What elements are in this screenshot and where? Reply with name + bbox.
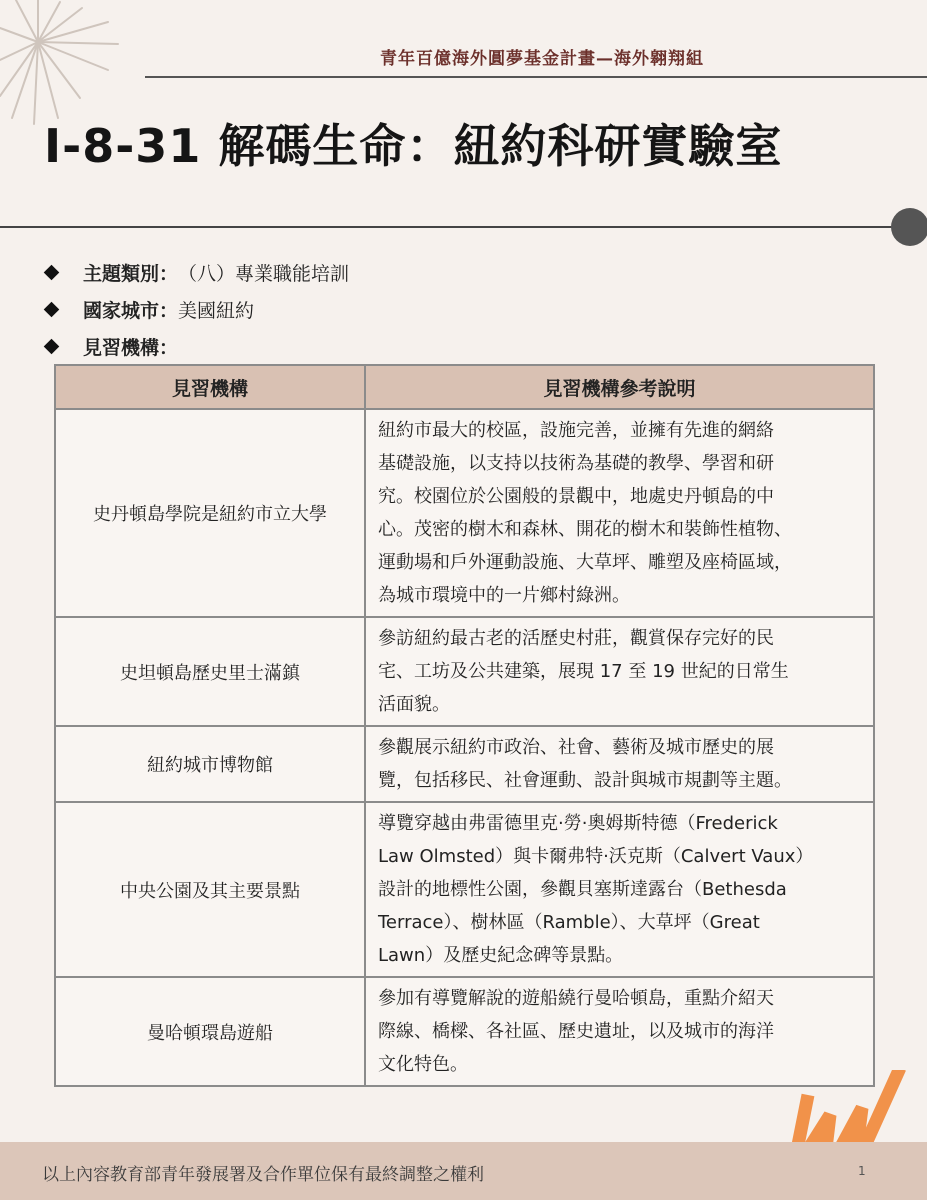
description-line: 參觀展示紐約市政治、社會、藝術及城市歷史的展 bbox=[378, 737, 774, 758]
info-item-city bbox=[44, 291, 349, 328]
info-value: （八）專業職能培訓 bbox=[178, 263, 350, 285]
info-item-topic bbox=[44, 254, 349, 291]
description-line: 參加有導覽解說的遊船繞行曼哈頓島，重點介紹天 bbox=[378, 988, 774, 1009]
description-line: 導覽穿越由弗雷德里克·勞·奧姆斯特德（Frederick bbox=[378, 813, 778, 834]
info-item-institution bbox=[44, 328, 349, 365]
description-line: Terrace）、樹林區（Ramble）、大草坪（Great bbox=[378, 912, 760, 933]
description-line: 文化特色。 bbox=[378, 1054, 468, 1075]
column-header-description: 見習機構參考說明 bbox=[365, 365, 874, 409]
institution-name: 中央公園及其主要景點 bbox=[55, 802, 365, 977]
diamond-bullet-icon bbox=[44, 339, 60, 355]
description-line: 活面貌。 bbox=[378, 694, 450, 715]
institution-name: 曼哈頓環島遊船 bbox=[55, 977, 365, 1086]
diamond-bullet-icon bbox=[44, 302, 60, 318]
description-line: 覽，包括移民、社會運動、設計與城市規劃等主題。 bbox=[378, 770, 792, 791]
info-label: 見習機構： bbox=[83, 337, 179, 359]
institution-description bbox=[365, 726, 874, 802]
table-row bbox=[55, 726, 874, 802]
footer-rights-text: 以上內容教育部青年發展署及合作單位保有最終調整之權利 bbox=[42, 1165, 484, 1185]
table-header-row bbox=[55, 365, 874, 409]
description-line: 紐約市最大的校區，設施完善，並擁有先進的網絡 bbox=[378, 420, 774, 441]
description-line: Lawn）及歷史紀念碑等景點。 bbox=[378, 945, 624, 966]
description-line: 設計的地標性公園，參觀貝塞斯達露台（Bethesda bbox=[378, 879, 787, 900]
footer-band bbox=[0, 1142, 927, 1200]
table-row bbox=[55, 409, 874, 617]
description-line: 參訪紐約最古老的活歷史村莊，觀賞保存完好的民 bbox=[378, 628, 774, 649]
description-line: 基礎設施，以支持以技術為基礎的教學、學習和研 bbox=[378, 453, 774, 474]
gray-dot-decoration bbox=[891, 208, 927, 246]
institution-description bbox=[365, 802, 874, 977]
institution-name: 紐約城市博物館 bbox=[55, 726, 365, 802]
table-row bbox=[55, 617, 874, 726]
description-line: 心。茂密的樹木和森林、開花的樹木和裝飾性植物、 bbox=[378, 519, 792, 540]
institution-table bbox=[54, 364, 875, 1087]
column-header-institution: 見習機構 bbox=[55, 365, 365, 409]
description-line: 究。校園位於公園般的景觀中，地處史丹頓島的中 bbox=[378, 486, 774, 507]
page-number: 1 bbox=[858, 1164, 866, 1178]
page-title: I-8-31 解碼生命：紐約科研實驗室 bbox=[44, 119, 783, 173]
info-list bbox=[44, 254, 349, 365]
table-row bbox=[55, 977, 874, 1086]
description-line: 宅、工坊及公共建築，展現 17 至 19 世紀的日常生 bbox=[378, 661, 789, 682]
description-line: 際線、橋樑、各社區、歷史遺址，以及城市的海洋 bbox=[378, 1021, 774, 1042]
description-line: 運動場和戶外運動設施、大草坪、雕塑及座椅區域， bbox=[378, 552, 792, 573]
info-value: 美國紐約 bbox=[178, 300, 255, 322]
info-label: 國家城市： bbox=[83, 300, 179, 322]
program-title: 青年百億海外圓夢基金計畫—海外翱翔組 bbox=[380, 49, 704, 69]
institution-name: 史坦頓島歷史里士滿鎮 bbox=[55, 617, 365, 726]
institution-description bbox=[365, 617, 874, 726]
header-divider bbox=[145, 76, 927, 78]
table-row bbox=[55, 802, 874, 977]
title-divider bbox=[0, 226, 897, 228]
diamond-bullet-icon bbox=[44, 265, 60, 281]
info-label: 主題類別： bbox=[83, 263, 179, 285]
description-line: 為城市環境中的一片鄉村綠洲。 bbox=[378, 585, 630, 606]
description-line: Law Olmsted）與卡爾弗特·沃克斯（Calvert Vaux） bbox=[378, 846, 814, 867]
institution-name: 史丹頓島學院是紐約市立大學 bbox=[55, 409, 365, 617]
institution-description bbox=[365, 409, 874, 617]
